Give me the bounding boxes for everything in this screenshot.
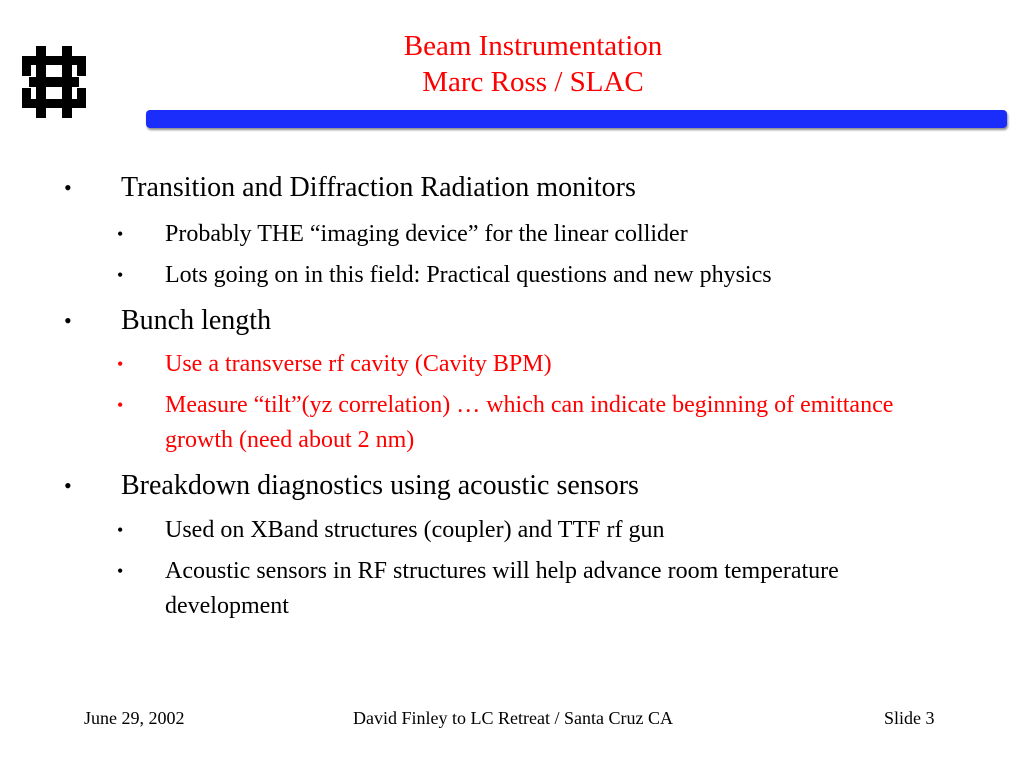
sub-bullet-marker: •: [117, 520, 124, 540]
sub-bullet-marker: •: [117, 224, 124, 244]
slide-title: [250, 28, 816, 100]
bullet-2-sub-1-text: Use a transverse rf cavity (Cavity BPM): [165, 351, 552, 377]
bullet-marker: •: [64, 175, 72, 200]
bullet-3-sub-2: [117, 554, 925, 624]
bullet-2: [64, 305, 981, 337]
bullet-2-text: Bunch length: [121, 305, 272, 336]
bullet-3-sub-2-text: Acoustic sensors in RF structures will help advance room temperature development: [165, 558, 839, 619]
bullet-2-sub-1: [117, 347, 925, 382]
bullet-1-sub-2-text: Lots going on in this field: Practical questions and new physics: [165, 262, 772, 288]
bullet-1-sub-1: [117, 217, 925, 252]
bullet-3-sub-1: [117, 513, 925, 548]
bullet-2-sub-2: [117, 388, 925, 458]
footer-slide-number: Slide 3: [884, 708, 935, 728]
bullet-1-text: Transition and Diffraction Radiation monitors: [121, 172, 636, 203]
sub-bullet-marker: •: [117, 395, 124, 415]
bullet-3: [64, 470, 981, 502]
footer-date: June 29, 2002: [84, 708, 185, 728]
footer-presenter: David Finley to LC Retreat / Santa Cruz CA: [353, 708, 673, 728]
sub-bullet-marker: •: [117, 561, 124, 581]
fermilab-logo-icon: [22, 46, 86, 118]
bullet-3-text: Breakdown diagnostics using acoustic sensors: [121, 470, 639, 501]
bullet-marker: •: [64, 473, 72, 498]
bullet-2-sub-2-text: Measure “tilt”(yz correlation) … which can indicate beginning of emittance growth (need about 2 nm): [165, 392, 894, 453]
bullet-marker: •: [64, 308, 72, 333]
bullet-3-sub-1-text: Used on XBand structures (coupler) and TTF rf gun: [165, 517, 665, 543]
bullet-1: [64, 172, 981, 204]
title-line-2: Marc Ross / SLAC: [422, 66, 644, 98]
sub-bullet-marker: •: [117, 354, 124, 374]
bullet-1-sub-1-text: Probably THE “imaging device” for the linear collider: [165, 221, 688, 247]
sub-bullet-marker: •: [117, 265, 124, 285]
title-rule: [146, 110, 1007, 128]
title-line-1: Beam Instrumentation: [403, 30, 663, 62]
bullet-1-sub-2: [117, 258, 925, 293]
